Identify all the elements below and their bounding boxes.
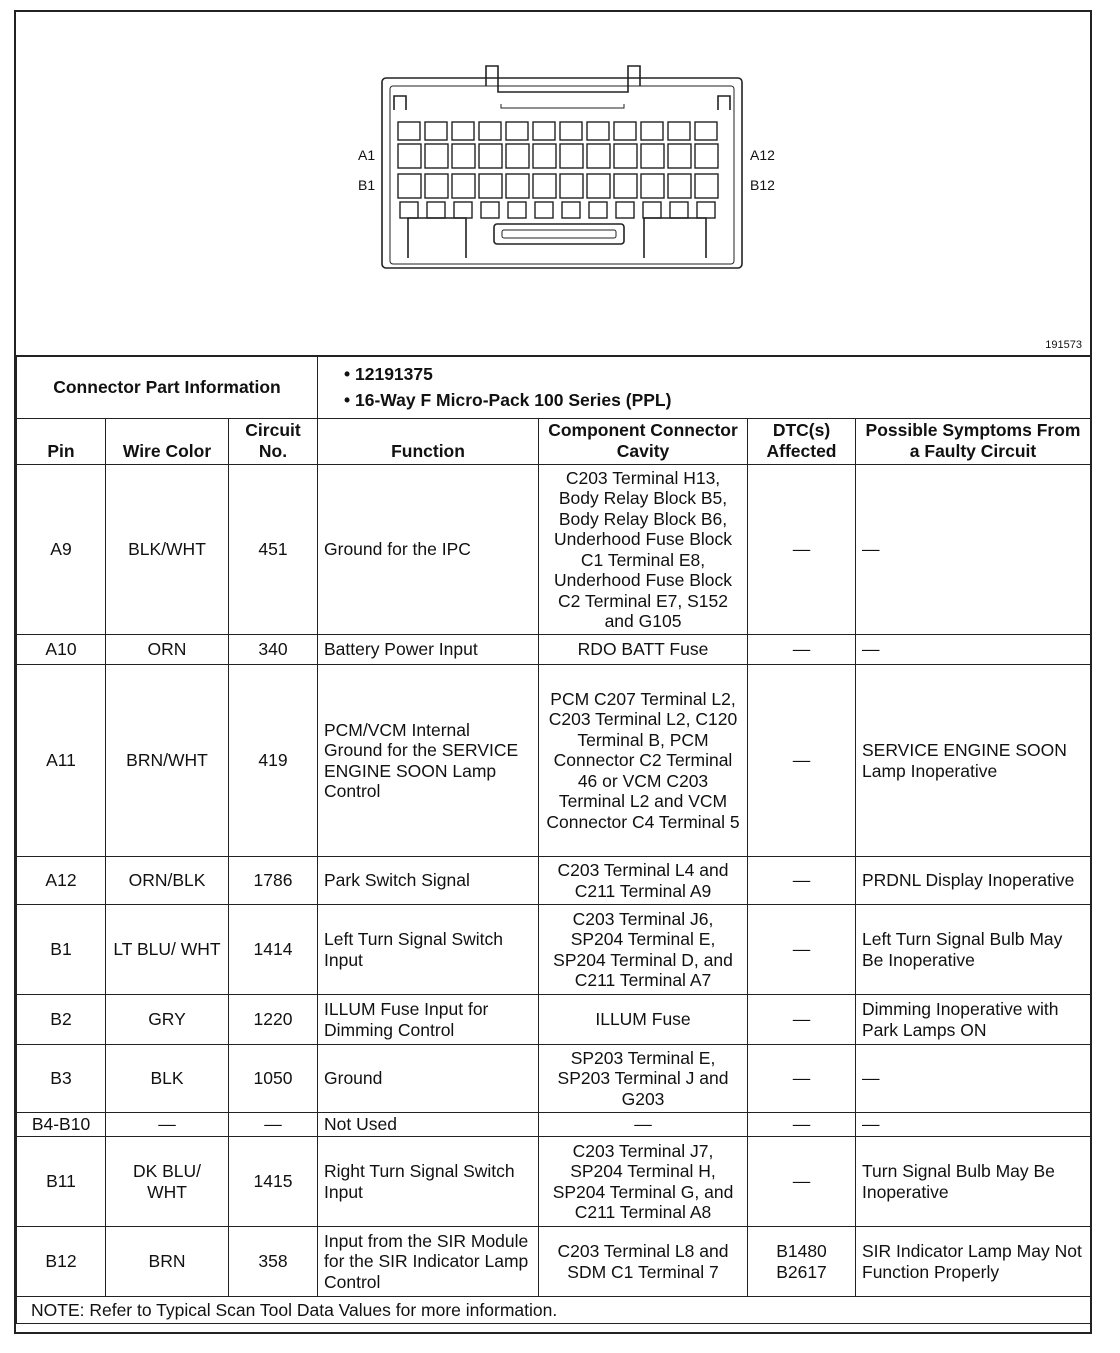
- cell-function: PCM/VCM Internal Ground for the SERVICE ENGINE SOON Lamp Control: [318, 665, 539, 857]
- cell-pin: A12: [17, 857, 106, 905]
- cell-symptoms: Dimming Inoperative with Park Lamps ON: [856, 995, 1091, 1045]
- cavity-b: [587, 174, 610, 198]
- cell-dtc: —: [748, 635, 856, 665]
- cavity-a: [479, 144, 502, 168]
- cell-symptoms: —: [856, 465, 1091, 635]
- cavity-b: [452, 174, 475, 198]
- table-row: [17, 857, 1091, 905]
- cell-component-cavity: PCM C207 Terminal L2, C203 Terminal L2, C120 Terminal B, PCM Connector C2 Terminal 46 or VCM C203 Terminal L2 and VCM Connector C4 Terminal 5: [539, 665, 748, 857]
- cell-wire-color: —: [106, 1113, 229, 1137]
- cell-symptoms: —: [856, 1045, 1091, 1113]
- cell-circuit-no: 1050: [229, 1045, 318, 1113]
- table-row: [17, 635, 1091, 665]
- cell-wire-color: LT BLU/ WHT: [106, 905, 229, 995]
- col-header-circuit-no: Circuit No.: [229, 419, 318, 465]
- cell-function: Input from the SIR Module for the SIR Indicator Lamp Control: [318, 1227, 539, 1297]
- cell-function: Left Turn Signal Switch Input: [318, 905, 539, 995]
- table-row: [17, 1137, 1091, 1227]
- cell-dtc: —: [748, 905, 856, 995]
- terminal-latch-b: [616, 202, 634, 218]
- cavity-a: [506, 144, 529, 168]
- cell-symptoms: —: [856, 1113, 1091, 1137]
- cell-component-cavity: —: [539, 1113, 748, 1137]
- cavity-b: [425, 174, 448, 198]
- cell-pin: B11: [17, 1137, 106, 1227]
- terminal-latch-b: [427, 202, 445, 218]
- terminal-latch-b: [454, 202, 472, 218]
- cavity-a: [614, 144, 637, 168]
- terminal-latch-a: [398, 122, 420, 140]
- connector-info-row: [17, 356, 1091, 419]
- cell-function: Right Turn Signal Switch Input: [318, 1137, 539, 1227]
- terminal-latch-a: [425, 122, 447, 140]
- cell-dtc: —: [748, 1137, 856, 1227]
- terminal-latch-a: [614, 122, 636, 140]
- col-header-function: Function: [318, 419, 539, 465]
- cell-symptoms: PRDNL Display Inoperative: [856, 857, 1091, 905]
- cell-pin: B2: [17, 995, 106, 1045]
- terminal-latch-b: [697, 202, 715, 218]
- cell-pin: B3: [17, 1045, 106, 1113]
- col-header-symptoms: Possible Symptoms From a Faulty Circuit: [856, 419, 1091, 465]
- cell-function: Not Used: [318, 1113, 539, 1137]
- table-row: [17, 465, 1091, 635]
- cavity-b: [668, 174, 691, 198]
- cell-symptoms: Turn Signal Bulb May Be Inoperative: [856, 1137, 1091, 1227]
- cell-wire-color: ORN/BLK: [106, 857, 229, 905]
- header-row: [17, 419, 1091, 465]
- terminal-latch-a: [587, 122, 609, 140]
- pin-label-a1: A1: [358, 147, 376, 163]
- cell-circuit-no: —: [229, 1113, 318, 1137]
- table-row: [17, 1113, 1091, 1137]
- terminal-latch-b: [562, 202, 580, 218]
- connector-sheet: [14, 10, 1092, 1334]
- terminal-latch-a: [506, 122, 528, 140]
- connector-figure: [16, 12, 1090, 357]
- pin-table: [16, 355, 1091, 1324]
- terminal-latch-b: [508, 202, 526, 218]
- pin-rows: [17, 465, 1091, 1297]
- cell-component-cavity: RDO BATT Fuse: [539, 635, 748, 665]
- cavity-b: [695, 174, 718, 198]
- cell-circuit-no: 1220: [229, 995, 318, 1045]
- table-row: [17, 905, 1091, 995]
- cavity-a: [695, 144, 718, 168]
- cell-circuit-no: 340: [229, 635, 318, 665]
- note-row: [17, 1297, 1091, 1324]
- pin-label-b1: B1: [358, 177, 376, 193]
- cell-dtc: —: [748, 465, 856, 635]
- cell-component-cavity: C203 Terminal H13, Body Relay Block B5, Body Relay Block B6, Underhood Fuse Block C1 Terminal E8, Underhood Fuse Block C2 Terminal E7, S152 and G105: [539, 465, 748, 635]
- table-row: [17, 1227, 1091, 1297]
- cell-component-cavity: C203 Terminal L8 and SDM C1 Terminal 7: [539, 1227, 748, 1297]
- cavity-a: [533, 144, 556, 168]
- cell-function: Ground for the IPC: [318, 465, 539, 635]
- cavity-b: [479, 174, 502, 198]
- cell-wire-color: BLK: [106, 1045, 229, 1113]
- cell-symptoms: Left Turn Signal Bulb May Be Inoperative: [856, 905, 1091, 995]
- terminal-latch-b: [643, 202, 661, 218]
- pin-label-a12: A12: [750, 147, 775, 163]
- cell-dtc: —: [748, 995, 856, 1045]
- pin-label-b12: B12: [750, 177, 775, 193]
- cell-circuit-no: 419: [229, 665, 318, 857]
- cell-function: Ground: [318, 1045, 539, 1113]
- cell-circuit-no: 1415: [229, 1137, 318, 1227]
- terminal-latch-b: [400, 202, 418, 218]
- cell-pin: B4-B10: [17, 1113, 106, 1137]
- cell-dtc: —: [748, 665, 856, 857]
- cell-pin: A11: [17, 665, 106, 857]
- terminal-latch-b: [589, 202, 607, 218]
- cell-component-cavity: C203 Terminal J7, SP204 Terminal H, SP204 Terminal G, and C211 Terminal A8: [539, 1137, 748, 1227]
- cell-circuit-no: 1414: [229, 905, 318, 995]
- cavity-a: [452, 144, 475, 168]
- terminal-latch-a: [560, 122, 582, 140]
- cell-dtc: —: [748, 1113, 856, 1137]
- cell-function: Park Switch Signal: [318, 857, 539, 905]
- cell-wire-color: BLK/WHT: [106, 465, 229, 635]
- col-header-wire-color: Wire Color: [106, 419, 229, 465]
- table-row: [17, 665, 1091, 857]
- terminal-latch-b: [535, 202, 553, 218]
- cavity-b: [398, 174, 421, 198]
- cell-wire-color: BRN: [106, 1227, 229, 1297]
- cavity-a: [398, 144, 421, 168]
- terminal-latch-a: [452, 122, 474, 140]
- connector-diagram: [16, 12, 1090, 355]
- cell-function: ILLUM Fuse Input for Dimming Control: [318, 995, 539, 1045]
- cell-symptoms: SIR Indicator Lamp May Not Function Properly: [856, 1227, 1091, 1297]
- cavity-b: [533, 174, 556, 198]
- cell-function: Battery Power Input: [318, 635, 539, 665]
- cell-dtc: —: [748, 1045, 856, 1113]
- cavity-a: [641, 144, 664, 168]
- cell-component-cavity: C203 Terminal J6, SP204 Terminal E, SP204 Terminal D, and C211 Terminal A7: [539, 905, 748, 995]
- terminal-latch-a: [533, 122, 555, 140]
- terminal-latch-a: [641, 122, 663, 140]
- connector-info-item: • 16-Way F Micro-Pack 100 Series (PPL): [344, 390, 672, 410]
- cell-symptoms: SERVICE ENGINE SOON Lamp Inoperative: [856, 665, 1091, 857]
- cell-pin: B12: [17, 1227, 106, 1297]
- cavity-b: [506, 174, 529, 198]
- cell-component-cavity: C203 Terminal L4 and C211 Terminal A9: [539, 857, 748, 905]
- cavity-a: [668, 144, 691, 168]
- connector-info-list: [318, 356, 1091, 419]
- cell-circuit-no: 1786: [229, 857, 318, 905]
- cell-dtc: B1480 B2617: [748, 1227, 856, 1297]
- connector-info-item: • 12191375: [344, 364, 433, 384]
- col-header-dtc: DTC(s) Affected: [748, 419, 856, 465]
- cell-component-cavity: SP203 Terminal E, SP203 Terminal J and G203: [539, 1045, 748, 1113]
- cell-wire-color: ORN: [106, 635, 229, 665]
- cell-pin: A10: [17, 635, 106, 665]
- connector-info-label: Connector Part Information: [17, 356, 318, 419]
- terminal-latch-b: [481, 202, 499, 218]
- col-header-pin: Pin: [17, 419, 106, 465]
- cell-circuit-no: 358: [229, 1227, 318, 1297]
- cavity-a: [425, 144, 448, 168]
- table-row: [17, 1045, 1091, 1113]
- col-header-component: Component Connector Cavity: [539, 419, 748, 465]
- table-row: [17, 995, 1091, 1045]
- cavity-a: [587, 144, 610, 168]
- cell-wire-color: DK BLU/ WHT: [106, 1137, 229, 1227]
- terminal-latch-a: [479, 122, 501, 140]
- cell-component-cavity: ILLUM Fuse: [539, 995, 748, 1045]
- cell-wire-color: BRN/WHT: [106, 665, 229, 857]
- terminal-latch-a: [668, 122, 690, 140]
- cell-dtc: —: [748, 857, 856, 905]
- cavity-b: [614, 174, 637, 198]
- cell-symptoms: —: [856, 635, 1091, 665]
- cavity-b: [560, 174, 583, 198]
- cell-circuit-no: 451: [229, 465, 318, 635]
- terminal-latch-b: [670, 202, 688, 218]
- note: NOTE: Refer to Typical Scan Tool Data Values for more information.: [17, 1297, 1091, 1324]
- cell-wire-color: GRY: [106, 995, 229, 1045]
- figure-id: 191573: [1045, 339, 1082, 351]
- cell-pin: B1: [17, 905, 106, 995]
- terminal-latch-a: [695, 122, 717, 140]
- cell-pin: A9: [17, 465, 106, 635]
- cavity-b: [641, 174, 664, 198]
- cavity-a: [560, 144, 583, 168]
